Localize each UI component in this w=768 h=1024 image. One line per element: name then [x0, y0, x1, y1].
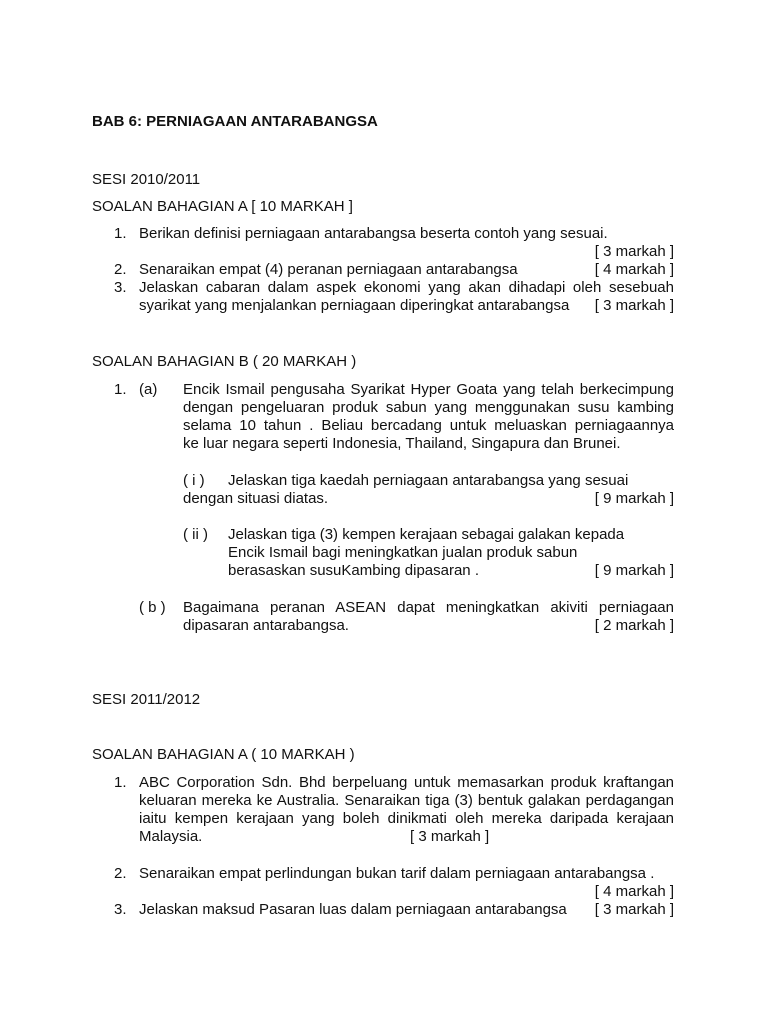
- question-text: iaitu kempen kerajaan yang boleh dinikmati oleh mereka daripada kerajaan: [139, 810, 674, 827]
- marks-label: [ 3 markah ]: [594, 243, 674, 260]
- question-text: selama 10 tahun . Beliau bercadang untuk meluaskan perniagaannya: [183, 417, 674, 434]
- question-text: Encik Ismail bagi meningkatkan jualan produk sabun: [228, 544, 578, 561]
- question-text: Bagaimana peranan ASEAN dapat meningkatkan akiviti perniagaan: [183, 599, 674, 616]
- question-number: 1.: [114, 225, 127, 242]
- question-text: dipasaran antarabangsa.: [183, 617, 349, 634]
- marks-label: [ 4 markah ]: [594, 261, 674, 278]
- question-text: dengan pengeluaran produk sabun yang menggunakan susu kambing: [183, 399, 674, 416]
- subquestion-label: ( i ): [183, 472, 205, 489]
- marks-label: [ 3 markah ]: [594, 297, 674, 314]
- question-text: Encik Ismail pengusaha Syarikat Hyper Goata yang telah berkecimpung: [183, 381, 674, 398]
- question-number: 1.: [114, 774, 127, 791]
- question-text: dengan situasi diatas.: [183, 490, 329, 507]
- question-number: 3.: [114, 901, 127, 918]
- part-b-heading-2010: SOALAN BAHAGIAN B ( 20 MARKAH ): [92, 353, 357, 370]
- question-text: ke luar negara seperti Indonesia, Thailand, Singapura dan Brunei.: [183, 435, 621, 452]
- question-text: Jelaskan maksud Pasaran luas dalam perniagaan antarabangsa: [139, 901, 567, 918]
- question-number: 2.: [114, 261, 127, 278]
- question-text: ABC Corporation Sdn. Bhd berpeluang untuk memasarkan produk kraftangan: [139, 774, 674, 791]
- question-text: berasaskan susuKambing dipasaran .: [228, 562, 479, 579]
- session-heading-2010: SESI 2010/2011: [92, 171, 201, 188]
- question-text: Berikan definisi perniagaan antarabangsa beserta contoh yang sesuai.: [139, 225, 608, 242]
- question-number: 3.: [114, 279, 127, 296]
- question-text: Senaraikan empat perlindungan bukan tarif dalam perniagaan antarabangsa .: [139, 865, 655, 882]
- subquestion-label: (a): [139, 381, 158, 398]
- marks-label: [ 9 markah ]: [594, 562, 674, 579]
- marks-label: [ 3 markah ]: [410, 828, 490, 845]
- marks-label: [ 4 markah ]: [594, 883, 674, 900]
- session-heading-2011: SESI 2011/2012: [92, 691, 201, 708]
- subquestion-label: ( ii ): [183, 526, 208, 543]
- question-number: 2.: [114, 865, 127, 882]
- question-number: 1.: [114, 381, 127, 398]
- marks-label: [ 2 markah ]: [594, 617, 674, 634]
- marks-label: [ 3 markah ]: [594, 901, 674, 918]
- question-text: Senaraikan empat (4) peranan perniagaan antarabangsa: [139, 261, 518, 278]
- document-title: BAB 6: PERNIAGAAN ANTARABANGSA: [92, 113, 378, 130]
- question-text: Jelaskan tiga (3) kempen kerajaan sebagai galakan kepada: [228, 526, 625, 543]
- part-a-heading-2011: SOALAN BAHAGIAN A ( 10 MARKAH ): [92, 746, 355, 763]
- question-text: Jelaskan cabaran dalam aspek ekonomi yang akan dihadapi oleh sesebuah: [139, 279, 674, 296]
- marks-label: [ 9 markah ]: [594, 490, 674, 507]
- question-text: Malaysia.: [139, 828, 203, 845]
- part-a-heading-2010: SOALAN BAHAGIAN A [ 10 MARKAH ]: [92, 198, 353, 215]
- question-text: keluaran mereka ke Australia. Senaraikan tiga (3) bentuk galakan perdagangan: [139, 792, 674, 809]
- question-text: syarikat yang menjalankan perniagaan diperingkat antarabangsa: [139, 297, 570, 314]
- question-text: Jelaskan tiga kaedah perniagaan antarabangsa yang sesuai: [228, 472, 629, 489]
- subquestion-label: ( b ): [139, 599, 166, 616]
